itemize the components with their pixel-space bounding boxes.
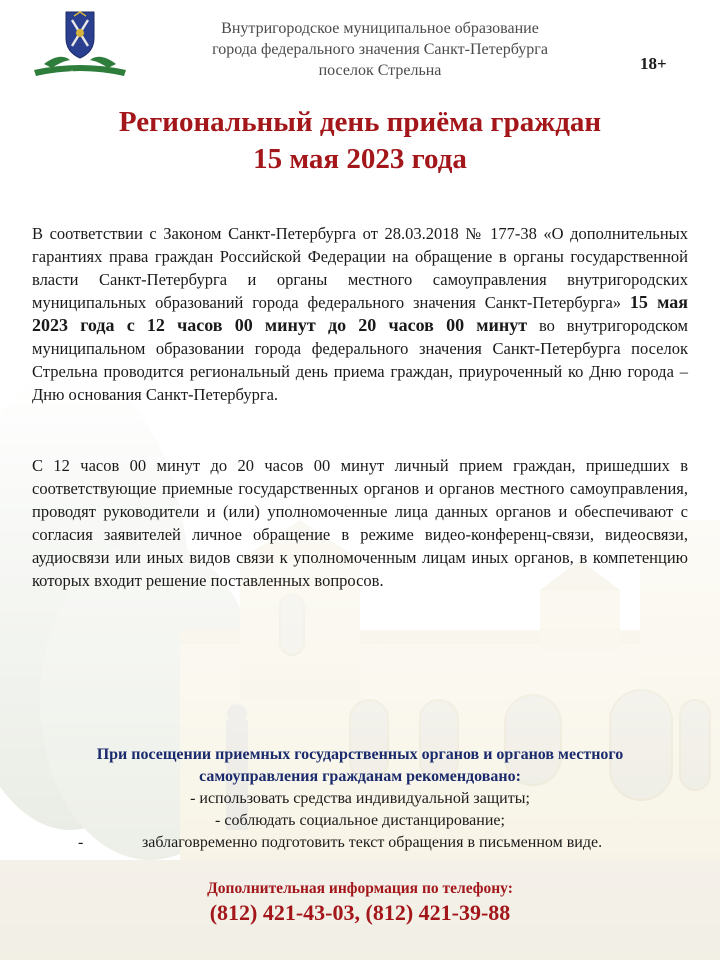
org-line-1: Внутригородское муниципальное образование: [221, 20, 539, 37]
recommendation-item-3: [40, 832, 680, 854]
contact-phones: (812) 421-43-03, (812) 421-39-88: [209, 900, 511, 925]
recommendations-heading-2: самоуправления гражданам рекомендовано:: [199, 768, 521, 785]
org-line-3: поселок Стрельна: [318, 62, 442, 79]
municipal-emblem-icon: [30, 8, 130, 82]
p1-text-2: во внутригородском муниципальном образовании города федерального значения Санкт-Петербурга поселок Стрельна проводится региональный день приема граждан, приуроченный ко Дню города – Дню основания Санкт-Петербурга.: [32, 316, 688, 404]
contact-label: Дополнительная информация по телефону:: [207, 880, 513, 897]
recommendation-item-1: - использовать средства индивидуальной защиты;: [190, 790, 530, 807]
announcement-paragraph-2: С 12 часов 00 минут до 20 часов 00 минут личный прием граждан, пришедших в соответствующие приемные государственных органов и органов местного самоуправления, проводят руководители и (или) уполномоченные лица данных органов и обеспечивают с согласия заявителей личное обращение в режиме видео-конференц-связи, видеосвязи, аудиосвязи или иных видов связи к уполномоченным лицам иных органов, в компетенцию которых входит решение поставленных вопросов.: [32, 456, 688, 590]
recommendation-item-3-text: заблаговременно подготовить текст обращения в письменном виде.: [141, 834, 603, 851]
org-line-2: города федерального значения Санкт-Петербурга: [212, 41, 548, 58]
announcement-paragraph-1: [32, 222, 688, 406]
emblem-ribbon-text: Стрельна: [70, 71, 90, 76]
recommendations-heading-1: При посещении приемных государственных органов и органов местного: [96, 746, 624, 763]
list-dash: -: [78, 834, 84, 851]
age-rating-badge: 18+: [640, 54, 667, 73]
title-line-2: 15 мая 2023 года: [253, 143, 467, 175]
title-line-1: Региональный день приёма граждан: [118, 106, 602, 138]
page-title: [0, 104, 720, 178]
recommendations-block: [40, 744, 680, 854]
p1-bold-time: 15 мая 2023 года с 12 часов 00 минут до 20 часов 00 минут: [32, 292, 688, 335]
p1-text-1: В соответствии с Законом Санкт-Петербурга от 28.03.2018 № 177-38 «О дополнительных гарантиях права граждан Российской Федерации на обращение в органы государственной власти Санкт-Петербурга и органы местного самоуправления внутригородских муниципальных образований города федерального значения Санкт-Петербурга»: [32, 224, 688, 312]
organization-name: [150, 18, 610, 81]
recommendation-item-2: - соблюдать социальное дистанцирование;: [215, 812, 505, 829]
